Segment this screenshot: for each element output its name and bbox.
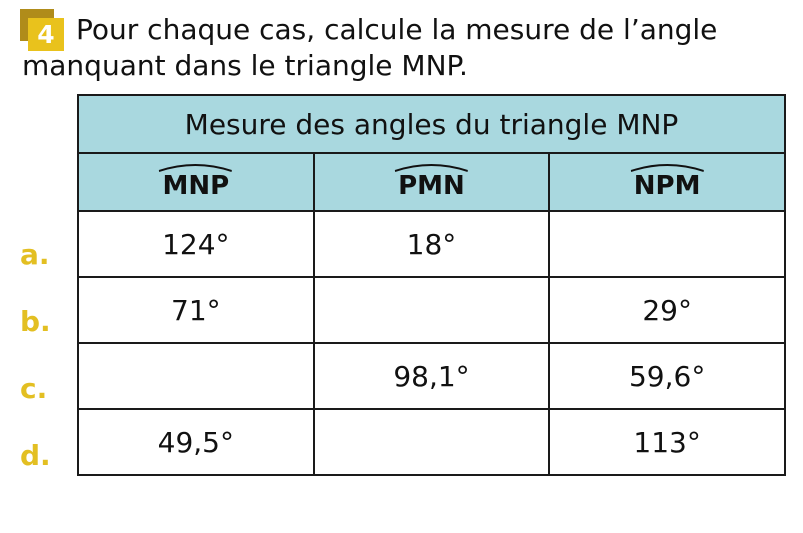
table-row-c <box>78 343 785 409</box>
angle-value-mnp: 49,5° <box>78 409 314 475</box>
angle-value-pmn: 18° <box>314 211 550 277</box>
column-header-npm <box>549 153 785 211</box>
table-header-row <box>78 153 785 211</box>
table-title: Mesure des angles du triangle MNP <box>78 95 785 153</box>
angle-value-pmn: 98,1° <box>314 343 550 409</box>
exercise-instruction <box>22 12 782 84</box>
angle-value-pmn <box>314 277 550 343</box>
angle-hat-icon <box>631 161 704 173</box>
angle-notation <box>634 163 701 201</box>
angle-notation <box>162 163 229 201</box>
angle-hat-icon <box>395 161 468 173</box>
angle-notation <box>398 163 465 201</box>
table-title-row <box>78 95 785 153</box>
angle-value-mnp <box>78 343 314 409</box>
angle-value-pmn <box>314 409 550 475</box>
angle-value-npm: 113° <box>549 409 785 475</box>
angle-value-npm <box>549 211 785 277</box>
angle-hat-icon <box>159 161 232 173</box>
row-label-d: d. <box>20 439 51 472</box>
table-row-b <box>78 277 785 343</box>
column-header-label: MNP <box>162 171 230 201</box>
angle-value-mnp: 71° <box>78 277 314 343</box>
exercise-number: 4 <box>28 18 64 51</box>
row-label-a: a. <box>20 238 50 271</box>
table-row-a <box>78 211 785 277</box>
angle-value-npm: 59,6° <box>549 343 785 409</box>
column-header-mnp <box>78 153 314 211</box>
row-label-b: b. <box>20 305 51 338</box>
column-header-label: NPM <box>633 171 701 201</box>
column-header-pmn <box>314 153 550 211</box>
column-header-label: PMN <box>398 171 465 201</box>
angles-table <box>77 94 786 476</box>
table-row-d <box>78 409 785 475</box>
angle-value-mnp: 124° <box>78 211 314 277</box>
row-label-c: c. <box>20 372 48 405</box>
angle-value-npm: 29° <box>549 277 785 343</box>
instruction-text: Pour chaque cas, calcule la mesure de l’angle manquant dans le triangle MNP. <box>22 13 718 82</box>
